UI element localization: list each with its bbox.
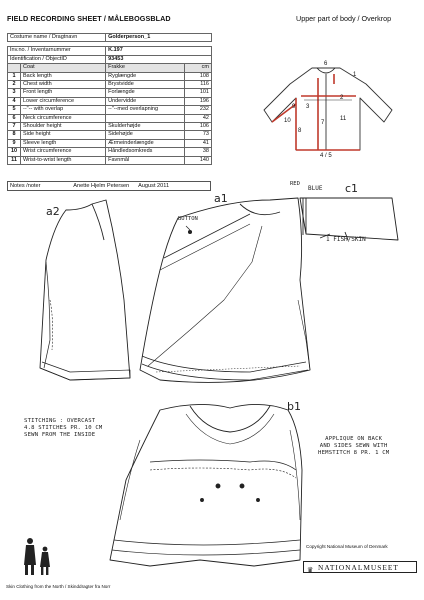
row-number: 10 [8,148,21,156]
row-cm: 42 [185,114,212,122]
row-number: 3 [8,89,21,97]
diag-label-10: 10 [284,118,291,124]
row-cm: 41 [185,139,212,147]
stitch-line: SEWN FROM THE INSIDE [24,432,96,439]
info-label: Identification / ObjectID [8,55,106,63]
info-value: Golderperson_1 [106,34,212,42]
row-en: Side height [21,131,106,139]
row-en: Lower circumference [21,97,106,105]
coat-sketch-a1 [140,198,310,382]
diag-label-9: 9 [292,104,296,110]
row-number: 5 [8,106,21,114]
row-cm: 108 [185,72,212,80]
stitch-line: 4.8 STITCHES PR. 10 CM [24,425,103,432]
coat-measurement-diagram [264,68,392,150]
row-da: Undervidde [106,97,185,105]
stitch-line: STITCHING : OVERCAST [24,418,96,424]
sheet-subtitle: Upper part of body / Overkrop [296,14,392,23]
copyright-text: Copyright National Museum of Denmark [306,544,388,549]
row-en: --"-- with overlap [21,106,106,114]
row-da: Skulderhøjde [106,123,185,131]
diag-label-7: 7 [321,120,325,126]
row-cm: 116 [185,81,212,89]
row-number: 9 [8,139,21,147]
label-red: RED [290,181,300,187]
info-value: 93453 [106,55,212,63]
row-en: Wrist-to-wrist length [21,156,106,164]
label-c1: c1 [345,182,359,195]
row-da: Favnmål [106,156,185,164]
row-en: Neck circumference [21,114,106,122]
museum-name: NATIONALMUSEET [318,563,399,572]
row-number: 2 [8,81,21,89]
label-a1: a1 [214,192,228,205]
row-da: Ryglængde [106,72,185,80]
sleeve-sketch-c1 [300,198,398,240]
row-en: Back length [21,72,106,80]
info-label: Inv.no. / Inventarnummer [8,47,106,55]
row-number: 11 [8,156,21,164]
footer-caption: Skin Clothing from the North / Skinddragter fra Norr [6,584,111,589]
red-measure-lines [272,74,360,150]
row-cm: 101 [185,89,212,97]
diag-label-6: 6 [324,61,328,67]
row-cm: 140 [185,156,212,164]
row-cm: 73 [185,131,212,139]
info-value: K.197 [106,47,212,55]
row-da: Sidehøjde [106,131,185,139]
diag-label-45: 4 / 5 [320,153,332,159]
row-cm: 232 [185,106,212,114]
diag-label-2: 2 [340,95,344,101]
row-number: 4 [8,97,21,105]
row-number: 1 [8,72,21,80]
row-cm: 38 [185,148,212,156]
coat-sketch-a2 [40,200,130,380]
row-da: --"--med overlapning [106,106,185,114]
row-number: 6 [8,114,21,122]
applique-line: AND SIDES SEWN WITH [319,443,388,450]
stitching-note [24,418,103,440]
diag-label-8: 8 [298,128,302,134]
label-blue: BLUE [308,185,323,192]
row-en: Front length [21,89,106,97]
coat-sketch-b1 [110,404,302,566]
label-b1: b1 [287,400,301,413]
applique-line: HEMSTITCH 8 PR. 1 CM [318,450,390,457]
row-da: Ærmeinderlængde [106,139,185,147]
diag-label-1: 1 [353,72,357,78]
diag-label-3: 3 [306,104,310,110]
col-frakke: Frakke [106,64,185,72]
row-en: Chest width [21,81,106,89]
row-cm: 196 [185,97,212,105]
figures-logo-icon [24,538,50,575]
label-a2: a2 [46,205,60,218]
notes-author: Anette Hjelm Petersen [73,183,130,189]
row-en: Wrist circumference [21,148,106,156]
row-en: Shoulder height [21,123,106,131]
col-coat: Coat [21,64,106,72]
col-cm: cm [185,64,212,72]
notes-label: Notes /noter [10,183,41,189]
applique-line: APPLIQUE ON BACK [325,436,383,442]
applique-note [318,436,389,458]
row-da: Brystvidde [106,81,185,89]
museum-logo [303,561,417,573]
row-number: 8 [8,131,21,139]
crown-icon: ♛ [307,566,315,574]
diag-label-11: 11 [340,116,347,122]
row-en: Sleeve length [21,139,106,147]
label-fishskin: 1 FISH/SKIN [326,236,366,243]
row-da: Forlængde [106,89,185,97]
info-label: Costume name / Dragtnavn [8,34,106,42]
sheet-title: FIELD RECORDING SHEET / MÅLEBOGSBLAD [7,14,171,23]
notes-date: August 2011 [138,183,170,189]
row-number: 7 [8,123,21,131]
label-button: BUTTON [178,216,198,222]
row-cm: 106 [185,123,212,131]
row-da: Håndledsomkreds [106,148,185,156]
